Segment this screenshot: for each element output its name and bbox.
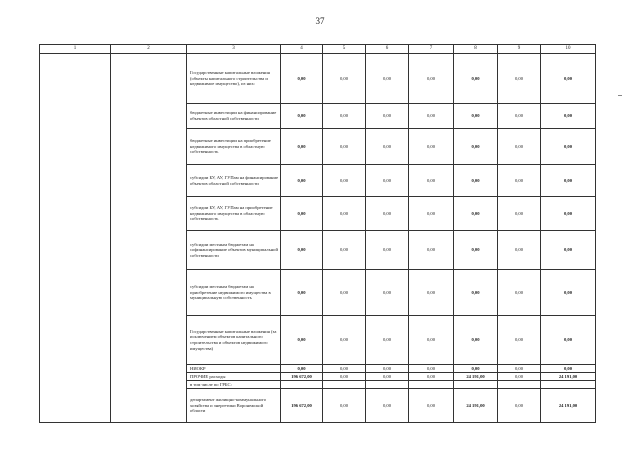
value-cell: 0,00 bbox=[366, 54, 409, 104]
value-cell: 0,00 bbox=[541, 104, 596, 129]
value-cell: 24 191,00 bbox=[541, 389, 596, 423]
page-number: 37 bbox=[315, 16, 325, 26]
value-cell: 0,00 bbox=[541, 129, 596, 165]
header-cell: 4 bbox=[281, 45, 323, 54]
value-cell bbox=[366, 381, 409, 389]
value-cell: 0,00 bbox=[409, 373, 454, 381]
value-cell: 0,00 bbox=[454, 231, 498, 270]
value-cell: 24 191,00 bbox=[541, 373, 596, 381]
value-cell: 0,00 bbox=[281, 365, 323, 373]
value-cell: 0,00 bbox=[454, 54, 498, 104]
header-row bbox=[40, 45, 596, 54]
value-cell: 0,00 bbox=[281, 165, 323, 197]
row-label: департамент жилищно-коммунального хозяйства и энергетики Воронежской области bbox=[187, 389, 281, 423]
value-cell: 0,00 bbox=[498, 365, 541, 373]
value-cell: 196 672,00 bbox=[281, 389, 323, 423]
value-cell: 0,00 bbox=[409, 197, 454, 231]
value-cell: 0,00 bbox=[409, 365, 454, 373]
margin-mark bbox=[618, 95, 622, 96]
header-cell: 10 bbox=[541, 45, 596, 54]
value-cell: 0,00 bbox=[323, 373, 366, 381]
value-cell: 0,00 bbox=[366, 231, 409, 270]
value-cell bbox=[454, 381, 498, 389]
value-cell: 0,00 bbox=[281, 270, 323, 316]
value-cell: 0,00 bbox=[498, 231, 541, 270]
value-cell: 0,00 bbox=[281, 197, 323, 231]
header-cell: 6 bbox=[366, 45, 409, 54]
value-cell: 0,00 bbox=[454, 165, 498, 197]
value-cell: 0,00 bbox=[323, 129, 366, 165]
value-cell: 0,00 bbox=[323, 104, 366, 129]
value-cell: 0,00 bbox=[541, 270, 596, 316]
value-cell: 0,00 bbox=[498, 197, 541, 231]
value-cell: 0,00 bbox=[498, 373, 541, 381]
row-label: ПРОЧИЕ расходы bbox=[187, 373, 281, 381]
budget-table bbox=[39, 44, 596, 423]
value-cell: 0,00 bbox=[498, 316, 541, 365]
header-cell: 5 bbox=[323, 45, 366, 54]
row-label: субсидии местным бюджетам на приобретение недвижимого имущества в муниципальную собственность bbox=[187, 270, 281, 316]
value-cell: 0,00 bbox=[498, 54, 541, 104]
header-cell: 7 bbox=[409, 45, 454, 54]
value-cell: 0,00 bbox=[409, 54, 454, 104]
value-cell: 0,00 bbox=[281, 231, 323, 270]
value-cell: 0,00 bbox=[366, 197, 409, 231]
row-label: Государственные капитальные вложения (за исключением объектов капитального строительства и объектов недвижимого имущества) bbox=[187, 316, 281, 365]
value-cell: 0,00 bbox=[281, 104, 323, 129]
value-cell: 0,00 bbox=[454, 365, 498, 373]
value-cell: 0,00 bbox=[454, 104, 498, 129]
value-cell bbox=[323, 381, 366, 389]
value-cell: 0,00 bbox=[498, 165, 541, 197]
row-label: НИОКР bbox=[187, 365, 281, 373]
value-cell: 0,00 bbox=[366, 389, 409, 423]
value-cell: 0,00 bbox=[454, 197, 498, 231]
value-cell: 0,00 bbox=[541, 231, 596, 270]
row-label: бюджетные инвестиции на финансирование объектов областной собственности bbox=[187, 104, 281, 129]
value-cell: 0,00 bbox=[281, 316, 323, 365]
row-label: Государственные капитальные вложения (объекты капитального строительства и недвижимое имущество), из них: bbox=[187, 54, 281, 104]
header-cell: 2 bbox=[111, 45, 187, 54]
value-cell: 0,00 bbox=[409, 165, 454, 197]
value-cell: 0,00 bbox=[541, 197, 596, 231]
value-cell: 0,00 bbox=[541, 54, 596, 104]
value-cell: 0,00 bbox=[454, 316, 498, 365]
value-cell: 0,00 bbox=[366, 365, 409, 373]
value-cell: 0,00 bbox=[409, 316, 454, 365]
value-cell: 0,00 bbox=[498, 104, 541, 129]
value-cell: 0,00 bbox=[323, 365, 366, 373]
row-label: субсидии БУ, АУ, ГУПам на финансирование объектов областной собственности bbox=[187, 165, 281, 197]
value-cell bbox=[409, 381, 454, 389]
value-cell: 0,00 bbox=[541, 365, 596, 373]
header-cell: 1 bbox=[40, 45, 111, 54]
row-label: в том числе по ГРБС: bbox=[187, 381, 281, 389]
value-cell: 0,00 bbox=[323, 316, 366, 365]
table-row bbox=[40, 54, 596, 104]
value-cell: 0,00 bbox=[409, 389, 454, 423]
value-cell: 0,00 bbox=[409, 270, 454, 316]
value-cell bbox=[281, 381, 323, 389]
value-cell: 0,00 bbox=[541, 165, 596, 197]
value-cell: 0,00 bbox=[366, 373, 409, 381]
value-cell bbox=[541, 381, 596, 389]
value-cell: 0,00 bbox=[366, 104, 409, 129]
value-cell: 24 191,00 bbox=[454, 389, 498, 423]
value-cell: 0,00 bbox=[366, 316, 409, 365]
header-cell: 3 bbox=[187, 45, 281, 54]
value-cell: 196 672,00 bbox=[281, 373, 323, 381]
header-cell: 9 bbox=[498, 45, 541, 54]
value-cell: 0,00 bbox=[366, 270, 409, 316]
value-cell: 0,00 bbox=[366, 165, 409, 197]
row-label: субсидии местным бюджетам на софинансирование объектов муниципальной собственности bbox=[187, 231, 281, 270]
value-cell bbox=[498, 381, 541, 389]
value-cell: 0,00 bbox=[541, 316, 596, 365]
value-cell: 0,00 bbox=[281, 54, 323, 104]
value-cell: 0,00 bbox=[323, 197, 366, 231]
value-cell: 24 191,00 bbox=[454, 373, 498, 381]
value-cell: 0,00 bbox=[323, 389, 366, 423]
value-cell: 0,00 bbox=[323, 165, 366, 197]
row-label: субсидии БУ, АУ, ГУПам на приобретение недвижимого имущества в областную собственность bbox=[187, 197, 281, 231]
value-cell: 0,00 bbox=[323, 231, 366, 270]
value-cell: 0,00 bbox=[498, 389, 541, 423]
merged-cell-col1 bbox=[40, 54, 111, 423]
value-cell: 0,00 bbox=[498, 270, 541, 316]
value-cell: 0,00 bbox=[366, 129, 409, 165]
value-cell: 0,00 bbox=[409, 129, 454, 165]
value-cell: 0,00 bbox=[409, 231, 454, 270]
merged-cell-col2 bbox=[111, 54, 187, 423]
value-cell: 0,00 bbox=[454, 270, 498, 316]
value-cell: 0,00 bbox=[454, 129, 498, 165]
value-cell: 0,00 bbox=[409, 104, 454, 129]
value-cell: 0,00 bbox=[323, 270, 366, 316]
row-label: бюджетные инвестиции на приобретение недвижимого имущества в областную собственность bbox=[187, 129, 281, 165]
value-cell: 0,00 bbox=[323, 54, 366, 104]
value-cell: 0,00 bbox=[498, 129, 541, 165]
header-cell: 8 bbox=[454, 45, 498, 54]
value-cell: 0,00 bbox=[281, 129, 323, 165]
